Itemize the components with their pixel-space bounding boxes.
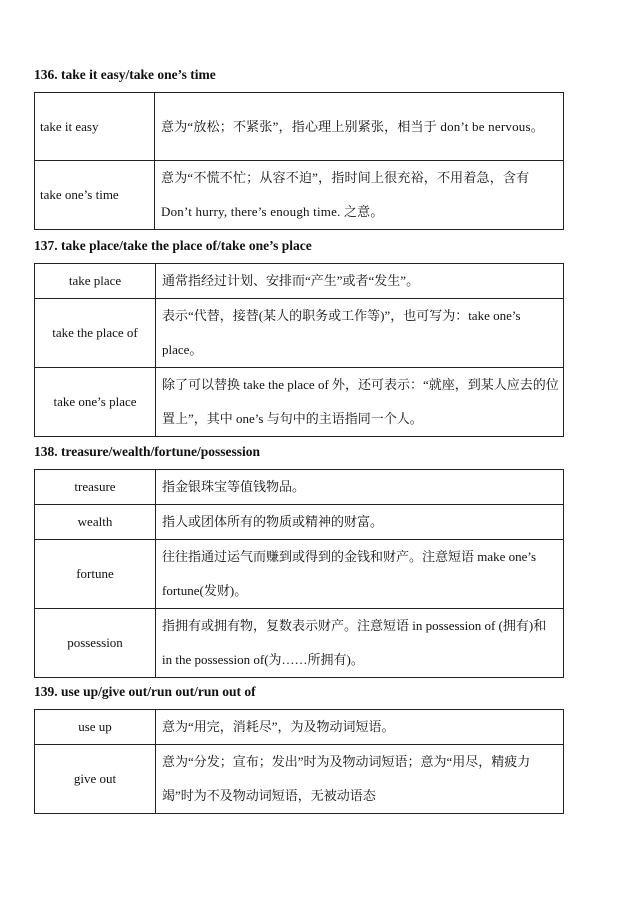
term-cell: fortune (35, 540, 156, 609)
definition-cell: 指人或团体所有的物质或精神的财富。 (156, 505, 564, 540)
definition-cell: 意为“不慌不忙；从容不迫”，指时间上很充裕，不用着急，含有 Don’t hurry, there’s enough time. 之意。 (155, 161, 564, 230)
definition-cell: 意为“用完，消耗尽”，为及物动词短语。 (156, 710, 564, 745)
table-row (35, 609, 564, 678)
definition-cell: 除了可以替换 take the place of 外，还可表示：“就座，到某人应去的位置上”，其中 one’s 与句中的主语指同一个人。 (156, 368, 564, 437)
table-row (35, 745, 564, 814)
section-heading: 138. treasure/wealth/fortune/possession (34, 444, 260, 459)
table-row (35, 470, 564, 505)
term-cell: take place (35, 264, 156, 299)
term-cell: take one’s place (35, 368, 156, 437)
term-cell: take one’s time (35, 161, 155, 230)
definition-table (34, 469, 564, 678)
definition-cell: 指金银珠宝等值钱物品。 (156, 470, 564, 505)
section-138 (32, 443, 564, 678)
definition-cell: 表示“代替，接替(某人的职务或工作等)”，也可写为：take one’s place。 (156, 299, 564, 368)
section-139 (32, 683, 564, 814)
definition-cell: 通常指经过计划、安排而“产生”或者“发生”。 (156, 264, 564, 299)
table-row (35, 505, 564, 540)
term-cell: use up (35, 710, 156, 745)
section-heading: 137. take place/take the place of/take one’s place (34, 238, 312, 253)
definition-table (34, 92, 564, 230)
definition-table (34, 709, 564, 814)
table-row (35, 540, 564, 609)
term-cell: take it easy (35, 93, 155, 161)
table-row (35, 299, 564, 368)
term-cell: take the place of (35, 299, 156, 368)
definition-cell: 意为“分发；宣布；发出”时为及物动词短语；意为“用尽，精疲力竭”时为不及物动词短语，无被动语态 (156, 745, 564, 814)
definition-cell: 指拥有或拥有物，复数表示财产。注意短语 in possession of (拥有)和 in the possession of(为……所拥有)。 (156, 609, 564, 678)
term-cell: treasure (35, 470, 156, 505)
definition-cell: 往往指通过运气而赚到或得到的金钱和财产。注意短语 make one’s fortune(发财)。 (156, 540, 564, 609)
table-row (35, 93, 564, 161)
term-cell: give out (35, 745, 156, 814)
table-row (35, 368, 564, 437)
table-row (35, 264, 564, 299)
section-137 (32, 237, 564, 437)
section-heading: 139. use up/give out/run out/run out of (34, 684, 256, 699)
section-heading: 136. take it easy/take one’s time (34, 67, 216, 82)
section-136 (32, 66, 564, 230)
table-row (35, 161, 564, 230)
definition-table (34, 263, 564, 437)
term-cell: possession (35, 609, 156, 678)
table-row (35, 710, 564, 745)
definition-cell: 意为“放松；不紧张”，指心理上别紧张，相当于 don’t be nervous。 (155, 93, 564, 161)
term-cell: wealth (35, 505, 156, 540)
